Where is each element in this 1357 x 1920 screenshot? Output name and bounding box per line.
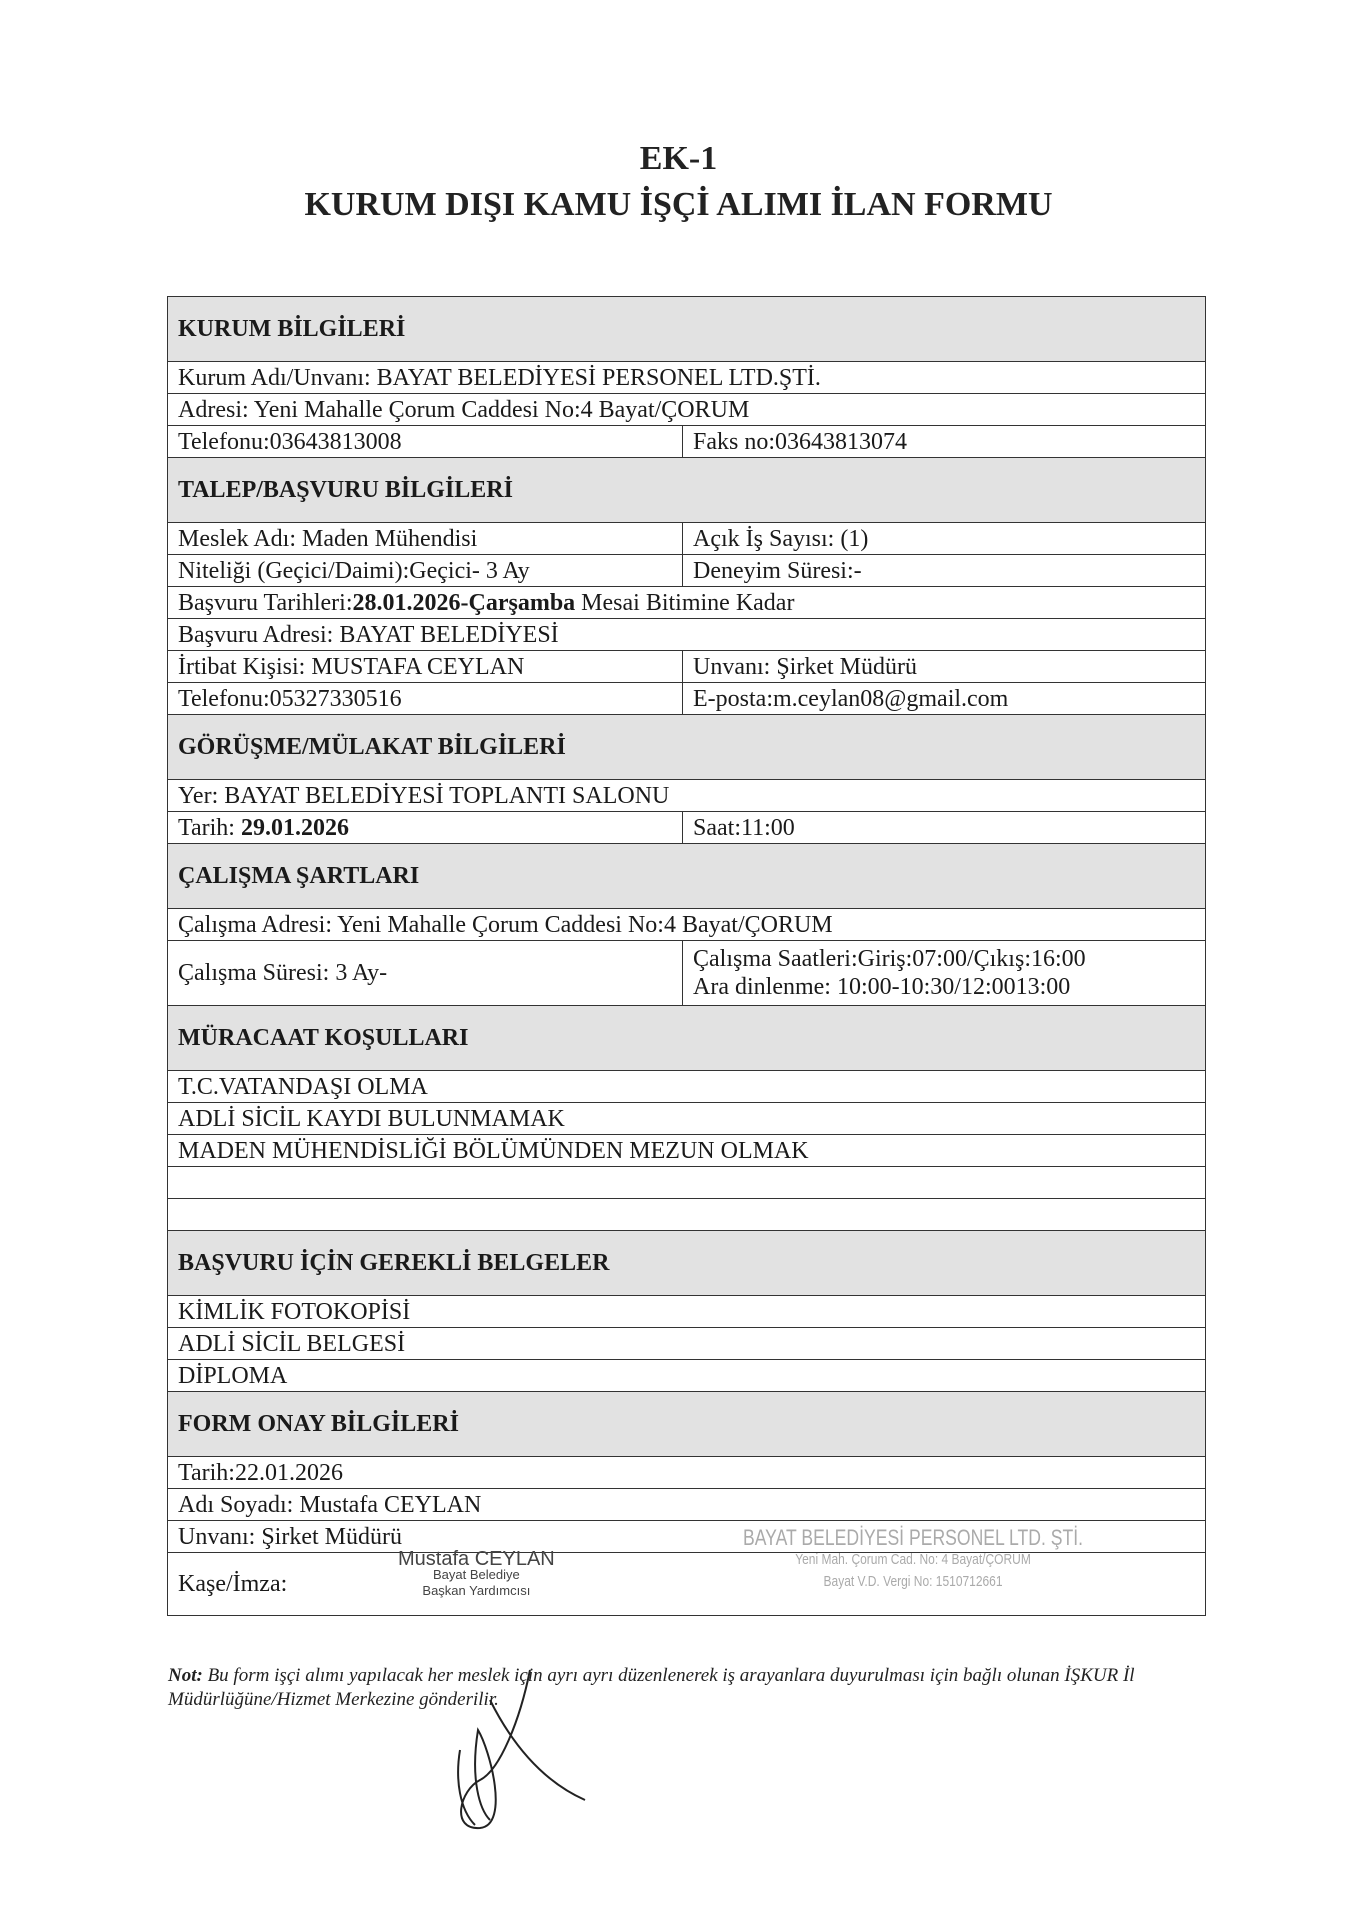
irtibat-unvan: Unvanı: Şirket Müdürü xyxy=(683,651,1206,683)
gorusme-saat: Saat:11:00 xyxy=(683,812,1206,844)
muracaat-empty-row xyxy=(168,1199,1206,1231)
footnote-text: Bu form işçi alımı yapılacak her meslek için ayrı ayrı düzenlenerek iş arayanlara duyurulması için bağlı olunan İŞKUR İl Müdürlüğüne/Hizmet Merkezine gönderilir. xyxy=(168,1665,1135,1710)
meslek-adi: Meslek Adı: Maden Mühendisi xyxy=(168,523,683,555)
section-onay-heading: FORM ONAY BİLGİLERİ xyxy=(168,1392,1206,1457)
belge-item: KİMLİK FOTOKOPİSİ xyxy=(168,1296,1206,1328)
muracaat-item: ADLİ SİCİL KAYDI BULUNMAMAK xyxy=(168,1103,1206,1135)
basvuru-tarihleri-suffix: Mesai Bitimine Kadar xyxy=(575,589,795,616)
basvuru-tarihleri-label: Başvuru Tarihleri: xyxy=(178,589,353,616)
gorusme-tarih-label: Tarih: xyxy=(178,814,241,841)
stamp-person-name: Mustafa CEYLAN xyxy=(398,1548,555,1570)
footnote xyxy=(168,1664,1228,1712)
irtibat-kisisi: İrtibat Kişisi: MUSTAFA CEYLAN xyxy=(168,651,683,683)
kase-imza-label: Kaşe/İmza: xyxy=(178,1571,288,1597)
company-stamp xyxy=(743,1527,1083,1593)
basvuru-tarihleri xyxy=(168,587,1206,619)
calisma-saatleri-cell xyxy=(683,941,1206,1006)
gorusme-tarih xyxy=(168,812,683,844)
section-calisma-heading: ÇALIŞMA ŞARTLARI xyxy=(168,844,1206,909)
stamp-person-line2: Başkan Yardımcısı xyxy=(422,1583,531,1598)
calisma-adresi: Çalışma Adresi: Yeni Mahalle Çorum Caddesi No:4 Bayat/ÇORUM xyxy=(168,909,1206,941)
calisma-saatleri: Çalışma Saatleri:Giriş:07:00/Çıkış:16:00 xyxy=(693,946,1086,972)
personal-stamp xyxy=(398,1548,555,1599)
basvuru-adresi: Başvuru Adresi: BAYAT BELEDİYESİ xyxy=(168,619,1206,651)
form-table xyxy=(167,296,1206,1616)
gorusme-tarih-value: 29.01.2026 xyxy=(240,814,349,841)
gorusme-yer: Yer: BAYAT BELEDİYESİ TOPLANTI SALONU xyxy=(168,780,1206,812)
onay-tarih: Tarih:22.01.2026 xyxy=(168,1457,1206,1489)
ara-dinlenme: Ara dinlenme: 10:00-10:30/12:0013:00 xyxy=(693,974,1071,1000)
stamp-company-tax: Bayat V.D. Vergi No: 1510712661 xyxy=(823,1573,1003,1590)
section-gorusme-heading: GÖRÜŞME/MÜLAKAT BİLGİLERİ xyxy=(168,715,1206,780)
acik-is-sayisi: Açık İş Sayısı: (1) xyxy=(683,523,1206,555)
signature-scribble xyxy=(420,1660,620,1840)
irtibat-eposta: E-posta:m.ceylan08@gmail.com xyxy=(683,683,1206,715)
basvuru-tarihleri-value: 28.01.2026-Çarşamba xyxy=(352,589,576,616)
form-title: KURUM DIŞI KAMU İŞÇİ ALIMI İLAN FORMU xyxy=(304,186,1053,223)
form-code: EK-1 xyxy=(639,140,718,177)
kurum-telefon: Telefonu:03643813008 xyxy=(168,426,683,458)
footnote-label: Not: xyxy=(168,1665,203,1686)
onay-unvan-text: Unvanı: Şirket Müdürü xyxy=(178,1523,402,1550)
belge-item: ADLİ SİCİL BELGESİ xyxy=(168,1328,1206,1360)
stamp-company-name: BAYAT BELEDİYESİ PERSONEL LTD. ŞTİ. xyxy=(743,1525,1084,1550)
muracaat-item: MADEN MÜHENDİSLİĞİ BÖLÜMÜNDEN MEZUN OLMAK xyxy=(168,1135,1206,1167)
muracaat-empty-row xyxy=(168,1167,1206,1199)
kurum-adi: Kurum Adı/Unvanı: BAYAT BELEDİYESİ PERSONEL LTD.ŞTİ. xyxy=(168,362,1206,394)
deneyim-suresi: Deneyim Süresi:- xyxy=(683,555,1206,587)
muracaat-item: T.C.VATANDAŞI OLMA xyxy=(168,1071,1206,1103)
section-kurum-heading: KURUM BİLGİLERİ xyxy=(168,297,1206,362)
belge-item: DİPLOMA xyxy=(168,1360,1206,1392)
section-muracaat-heading: MÜRACAAT KOŞULLARI xyxy=(168,1006,1206,1071)
niteligi: Niteliği (Geçici/Daimi):Geçici- 3 Ay xyxy=(168,555,683,587)
section-belgeler-heading: BAŞVURU İÇİN GEREKLİ BELGELER xyxy=(168,1231,1206,1296)
calisma-suresi: Çalışma Süresi: 3 Ay- xyxy=(168,941,683,1006)
kurum-faks: Faks no:03643813074 xyxy=(683,426,1206,458)
kurum-adres: Adresi: Yeni Mahalle Çorum Caddesi No:4 Bayat/ÇORUM xyxy=(168,394,1206,426)
onay-adi-soyadi: Adı Soyadı: Mustafa CEYLAN xyxy=(168,1489,1206,1521)
stamp-person-line1: Bayat Belediye xyxy=(433,1567,520,1582)
section-talep-heading: TALEP/BAŞVURU BİLGİLERİ xyxy=(168,458,1206,523)
stamp-company-address: Yeni Mah. Çorum Cad. No: 4 Bayat/ÇORUM xyxy=(795,1551,1031,1568)
irtibat-telefon: Telefonu:05327330516 xyxy=(168,683,683,715)
